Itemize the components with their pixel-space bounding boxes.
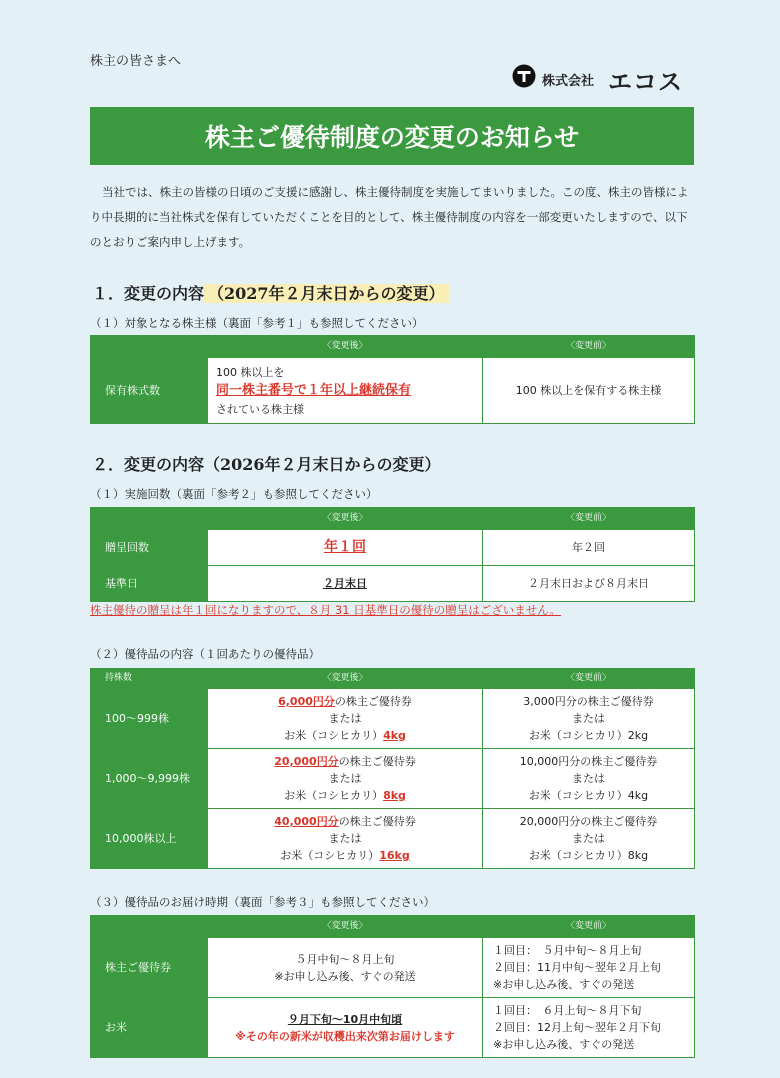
company-prefix: 株式会社: [542, 74, 595, 89]
after-voucher-text: の株主ご優待券: [338, 755, 416, 768]
section1-number: １．変更の内容: [92, 284, 205, 303]
row-label-rice: お米: [91, 998, 208, 1058]
after-voucher-text: の株主ご優待券: [334, 695, 412, 708]
header-before: 〈変更前〉: [483, 508, 695, 530]
after-amount: 20,000円分: [274, 755, 339, 768]
after-line1: 100 株以上を: [216, 365, 285, 379]
intro-text: 当社では、株主の皆様の日頃のご支援に感謝し、株主優待制度を実施してまいりました。この度、株主の皆様により中長期的に当社株式を保有していただくことを目的として、株主優待制度の内容を一部変更いたしますので、以下のとおりご案内申し上げます。: [90, 185, 689, 249]
before-rice: お米（コシヒカリ）2kg: [528, 729, 649, 742]
or-text: または: [328, 712, 362, 725]
or-text: または: [572, 772, 605, 785]
after-cell: [208, 938, 483, 998]
before-cell: 100 株以上を保有する株主様: [483, 358, 695, 424]
header-after: 〈変更後〉: [208, 508, 483, 530]
row-label-shares: 保有株式数: [91, 358, 208, 424]
before-cell: [483, 809, 695, 869]
or-text: または: [328, 772, 362, 785]
page-title: 株主ご優待制度の変更のお知らせ: [90, 107, 694, 165]
row-label: 基準日: [91, 566, 208, 602]
after-value: ２月末日: [323, 577, 367, 590]
before-line1: １回目： ６月上旬～８月下旬: [493, 1004, 642, 1017]
after-cell: [208, 358, 483, 424]
after-rice: お米（コシヒカリ）: [284, 729, 384, 742]
header-after: 〈変更後〉: [208, 669, 483, 689]
after-rice: お米（コシヒカリ）: [280, 849, 380, 862]
section1-highlight: （2027年２月末日からの変更）: [204, 284, 449, 303]
before-voucher: 20,000円分の株主ご優待券: [519, 815, 658, 828]
row-label-voucher: 株主ご優待券: [91, 938, 208, 998]
after-rice-kg: 16kg: [379, 849, 410, 862]
after-voucher-text: の株主ご優待券: [338, 815, 416, 828]
company-name: エコス: [608, 68, 683, 96]
after-rice: お米（コシヒカリ）: [284, 789, 384, 802]
after-line2: ※お申し込み後、すぐの発送: [274, 969, 416, 983]
target-shareholders-table: [90, 335, 695, 424]
row-label: 100～999株: [91, 689, 208, 749]
header-before: 〈変更前〉: [483, 916, 695, 938]
greeting: 株主の皆さまへ: [90, 54, 182, 69]
benefits-table: [90, 668, 695, 869]
before-line2: ２回目：11月中旬～翌年２月上旬: [493, 961, 661, 974]
after-amount: 40,000円分: [274, 815, 339, 828]
or-text: または: [328, 832, 362, 845]
section1-heading: [92, 281, 449, 304]
delivery-table: [90, 915, 695, 1058]
after-line2: ※その年の新米が収穫出来次第お届けします: [235, 1029, 455, 1043]
header-empty: [91, 336, 208, 358]
after-amount: 6,000円分: [278, 695, 335, 708]
after-cell: [208, 530, 483, 566]
notice-text: 株主優待の贈呈は年１回になりますので、８月 31 日基準日の優待の贈呈はございません。: [90, 603, 561, 617]
section1-subheading: （１）対象となる株主様（裏面「参考１」も参照してください）: [90, 316, 424, 330]
frequency-table: [90, 507, 695, 602]
before-cell: [483, 938, 695, 998]
header-empty: [91, 508, 208, 530]
before-voucher: 3,000円分の株主ご優待券: [523, 695, 654, 708]
before-line2: ２回目：12月上旬～翌年２月下旬: [493, 1021, 661, 1034]
company-logo: [512, 64, 692, 94]
before-cell: ２月末日および８月末日: [483, 566, 695, 602]
section2-heading: ２．変更の内容（2026年２月末日からの変更）: [92, 455, 441, 474]
section2-sub1: （１）実施回数（裏面「参考２」も参照してください）: [90, 487, 378, 501]
or-text: または: [572, 832, 605, 845]
before-voucher: 10,000円分の株主ご優待券: [519, 755, 658, 768]
before-rice: お米（コシヒカリ）4kg: [528, 789, 649, 802]
header-before: 〈変更前〉: [483, 336, 695, 358]
row-label: 10,000株以上: [91, 809, 208, 869]
before-cell: [483, 998, 695, 1058]
section2-sub3: （３）優待品のお届け時期（裏面「参考３」も参照してください）: [90, 895, 435, 909]
after-line3: されている株主様: [216, 402, 304, 416]
after-cell: [208, 566, 483, 602]
after-rice-kg: 4kg: [383, 729, 406, 742]
row-label: 1,000～9,999株: [91, 749, 208, 809]
after-line1: ９月下旬～10月中旬頃: [287, 1012, 403, 1026]
before-line3: ※お申し込み後、すぐの発送: [493, 978, 635, 991]
header-after: 〈変更後〉: [208, 916, 483, 938]
or-text: または: [572, 712, 605, 725]
before-cell: [483, 689, 695, 749]
header-before: 〈変更前〉: [483, 669, 695, 689]
after-line2: 同一株主番号で１年以上継続保有: [216, 382, 412, 398]
row-label: 贈呈回数: [91, 530, 208, 566]
after-cell: [208, 689, 483, 749]
after-value: 年１回: [324, 539, 366, 555]
header-empty: [91, 916, 208, 938]
before-cell: [483, 749, 695, 809]
after-cell: [208, 998, 483, 1058]
after-rice-kg: 8kg: [383, 789, 406, 802]
after-cell: [208, 809, 483, 869]
before-cell: 年２回: [483, 530, 695, 566]
header-after: 〈変更後〉: [208, 336, 483, 358]
company-logo-icon: [512, 64, 536, 88]
after-line1: ５月中旬～８月上旬: [295, 952, 395, 966]
header-shares: 持株数: [91, 669, 208, 689]
section2-sub2: （２）優待品の内容（１回あたりの優待品）: [90, 647, 320, 661]
before-line1: １回目： ５月中旬～８月上旬: [493, 944, 642, 957]
before-rice: お米（コシヒカリ）8kg: [528, 849, 649, 862]
after-cell: [208, 749, 483, 809]
before-line3: ※お申し込み後、すぐの発送: [493, 1038, 635, 1051]
